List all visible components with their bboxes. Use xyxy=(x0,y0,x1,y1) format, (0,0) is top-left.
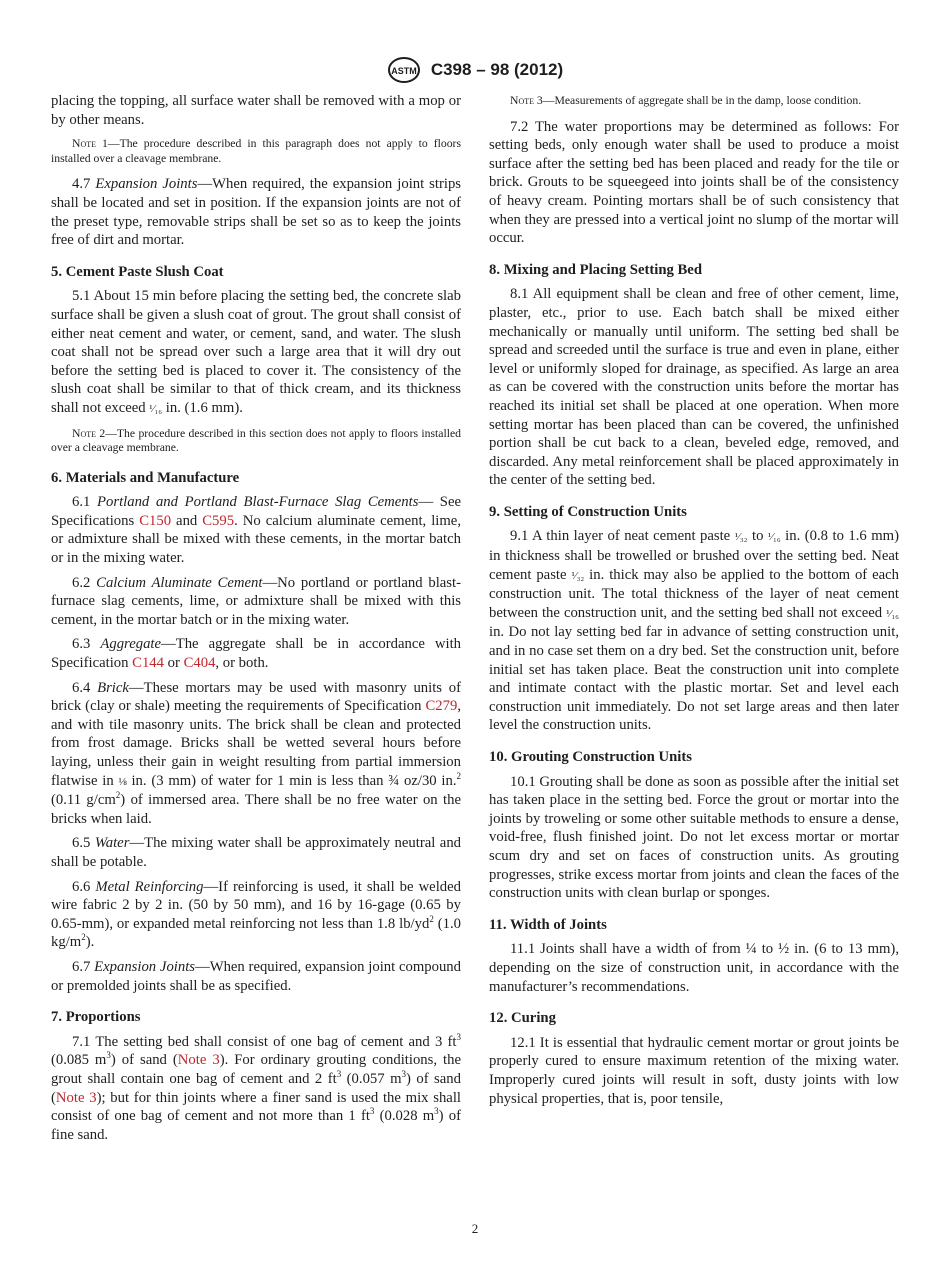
section-heading-9: 9. Setting of Construction Units xyxy=(489,503,687,520)
paragraph-9-1: 9.1 A thin layer of neat cement paste ¹⁄₃₂ to ¹⁄₁₆ in. (0.8 to 1.6 mm) in thickness shall be trowelled or brushed over the setting bed. Neat cement paste ¹⁄₃₂ in. thick may also be applied to the bottom of each construction unit. The total thickness of the layer of neat cement between the construction unit, and the setting bed shall not exceed ¹⁄₁₆ in. Do not lay setting bed far in advance of setting construction unit, and in no case set them on a dry bed. Set the construction unit, before initial set has taken place. Beat the construction unit into complete and intimate contact with the plastic mortar. Set and level each construction unit immediately. Do not set large areas and then later level the construction units. xyxy=(489,528,900,734)
paragraph-6-6: 6.6 Metal Reinforcing—If reinforcing is used, it shall be welded wire fabric 2 by 2 in. (50 by 50 mm), and 16 by 16-gage (0.65 by 0.65-mm), or expanded metal reinforcing not less than 1.8 $lb/yd^2$ (1.0 $kg/m^2$). xyxy=(51,878,461,951)
paragraph-6-1: 6.1 Portland and Portland Blast-Furnace Slag Cements— See Specifications C150 and C595. No calcium aluminate cement, lime, or admixture shall be mixed with these cements, in the mortar batch or in the mixing water. xyxy=(51,494,462,567)
note-1: Note 1—The procedure described in this paragraph does not apply to floors installed over a cleavage membrane. xyxy=(51,137,461,165)
link-c144[interactable]: C144 xyxy=(132,655,164,672)
paragraph-7-2: 7.2 The water proportions may be determined as follows: For setting beds, only enough water shall be used to produce a moist surface after the setting bed has been placed and ready for the tile or brick. Grouts to be squeegeed into joints shall be of the consistency of heavy cream. Pointing mortars shall be of such consistency that when they are pressed into a vertical joint no slump of the mortar will occur. xyxy=(489,118,899,247)
section-heading-11: 11. Width of Joints xyxy=(489,916,607,933)
section-heading-12: 12. Curing xyxy=(489,1010,556,1027)
section-heading-6: 6. Materials and Manufacture xyxy=(51,469,240,486)
paragraph-6-2: 6.2 Calcium Aluminate Cement—No portland or portland blast-furnace slag cements, lime, or admixture shall be mixed with this cement, in the mortar batch or in the mixing water. xyxy=(51,574,461,628)
paragraph-8-1: 8.1 All equipment shall be clean and free of other cement, lime, plaster, etc., prior to use. Each batch shall be mixed either mechanically or manually until uniform. The setting bed shall be spread and screeded until the surface is true and even in plane, either level or uniformly sloped for drainage, as specified. As large an area as can be covered with the construction units before the mortar has reached its initial set shall be placed at one operation. When more setting mortar has been placed than can be covered, the unfinished portion shall be cut back to a clean, beveled edge, removed, and discarded. Any metal reinforcement shall be placed approximately in the center of the setting bed. xyxy=(489,286,899,489)
paragraph-6-4: 6.4 Brick—These mortars may be used with masonry units of brick (clay or shale) meeting the requirements of Specification C279, and with tile masonry units. The brick shall be clean and protected from frost damage. Bricks shall be wetted several hours before laying, unless their gain in weight resulting from partial immersion flatwise in ⅛ in. (3 mm) of water for 1 min is less than ¾ oz/30 in.$^2$ (0.11 $g/cm^2$) of immersed area. There shall be no free water on the bricks when laid. xyxy=(51,679,461,827)
paragraph-11-1: 11.1 Joints shall have a width of from ¼ to ½ in. (6 to 13 mm), depending on the size of construction unit, in accordance with the manufacturer’s recommendations. xyxy=(489,941,899,995)
link-c279[interactable]: C279 xyxy=(425,698,458,715)
note-2: Note 2—The procedure described in this section does not apply to floors installed over a cleavage membrane. xyxy=(51,426,461,455)
link-c150[interactable]: C150 xyxy=(139,512,172,529)
link-c595[interactable]: C595 xyxy=(202,512,235,529)
paragraph-4-7: 4.7 Expansion Joints—When required, the expansion joint strips shall be located and set in position. If the expansion joints are not of the preset type, removable strips shall be set so as to keep the joints free of dirt and mortar. xyxy=(51,176,462,249)
logo-text: ASTM xyxy=(391,66,417,76)
paragraph-6-5: 6.5 Water—The mixing water shall be approximately neutral and shall be potable. xyxy=(51,835,461,870)
section-heading-7: 7. Proportions xyxy=(51,1009,141,1026)
paragraph-5-1: 5.1 About 15 min before placing the setting bed, the concrete slab surface shall be given a slush coat of grout. The grout shall consist of either neat cement and water, or cement, sand, and water. The slush coat shall not be spread over such a large area that it will dry out before the setting bed is placed to cover it. The consistency of the slush coat shall be similar to that of thick cream, and its thickness shall not exceed ¹⁄₁₆ in. (1.6 mm). xyxy=(51,288,461,416)
paragraph-6-7: 6.7 Expansion Joints—When required, expansion joint compound or premolded joints shall be as specified. xyxy=(51,958,461,994)
page-header xyxy=(0,56,950,84)
section-heading-5: 5. Cement Paste Slush Coat xyxy=(51,263,224,280)
paragraph-12-1: 12.1 It is essential that hydraulic cement mortar or grout joints be properly cured to ensure maximum retention of the mixing water. Improperly cured joints will result in soft, dusty joints with low physical properties, that is, poor tensile, xyxy=(489,1034,899,1107)
paragraph-6-3: 6.3 Aggregate—The aggregate shall be in accordance with Specification C144 or C404, or both. xyxy=(51,636,461,672)
paragraph-10-1: 10.1 Grouting shall be done as soon as possible after the initial set has taken place in the setting bed. Force the grout or mortar into the joints by troweling or some other suitable methods to ensure a dense, void-free, flush finished joint. Do not let excess mortar or mortar scum dry and set on faces of construction units. As grouting progresses, strike excess mortar from joints and clean the faces of the construction units with clean burlap or sponges. xyxy=(489,773,899,902)
link-note-3[interactable]: Note 3 xyxy=(55,1089,97,1106)
document-id: C398 – 98 (2012) xyxy=(430,60,564,79)
left-column xyxy=(51,92,461,1150)
section-heading-10: 10. Grouting Construction Units xyxy=(489,749,692,765)
section-heading-8: 8. Mixing and Placing Setting Bed xyxy=(489,261,702,278)
astm-logo-icon xyxy=(387,56,421,84)
link-c404[interactable]: C404 xyxy=(183,655,216,672)
paragraph-7-1: 7.1 The setting bed shall consist of one bag of cement and 3 $ft^3$ (0.085 $m^3$) of sand (Note 3). For ordinary grouting conditions, the grout shall contain one bag of cement and 2 $ft^3$ (0.057 $m^3$) of sand (Note 3); but for thin joints where a finer sand is used the mix shall consist of one bag of cement and not more than 1 $ft^3$ (0.028 $m^3$) of fine sand. xyxy=(51,1031,461,1143)
note-3: Note 3—Measurements of aggregate shall be in the damp, loose condition. xyxy=(510,94,862,107)
right-column xyxy=(489,92,899,1114)
paragraph-continuation: placing the topping, all surface water shall be removed with a mop or by other means. xyxy=(51,93,461,128)
link-note-3[interactable]: Note 3 xyxy=(177,1052,220,1069)
page-number: 2 xyxy=(471,1221,479,1236)
